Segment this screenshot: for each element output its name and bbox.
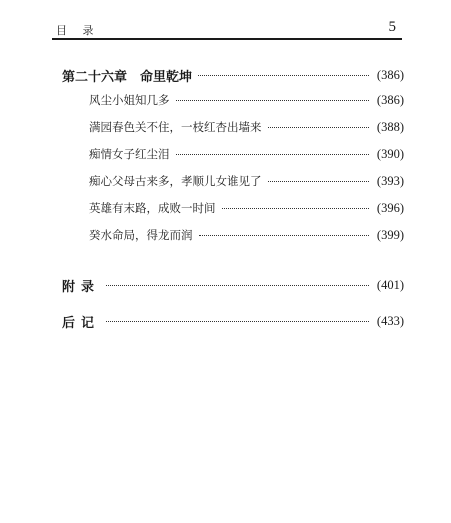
toc-section-title: 痴心父母古来多，孝顺儿女谁见了 (89, 174, 262, 188)
toc-section-title: 痴情女子红尘泪 (89, 147, 170, 161)
toc-afterword-page: (433) (376, 313, 404, 328)
toc-chapter-page: (386) (376, 67, 404, 82)
toc-section-entry (89, 226, 404, 244)
toc-leader-dots (268, 181, 369, 182)
toc-section-title: 英雄有末路，成败一时间 (89, 201, 216, 215)
toc-appendix-page: (401) (376, 277, 404, 292)
page-number: 5 (388, 19, 396, 35)
toc-section-page: (388) (376, 119, 404, 134)
toc-section-title: 满园春色关不住，一枝红杏出墙来 (89, 120, 262, 134)
toc-section-page: (390) (376, 146, 404, 161)
toc-section-entry (89, 91, 404, 109)
toc-section-page: (399) (376, 227, 404, 242)
toc-leader-dots (198, 75, 369, 76)
toc-section-entry (89, 199, 404, 217)
toc-afterword-entry (62, 312, 404, 330)
toc-leader-dots (176, 100, 369, 101)
toc-afterword-title: 后记 (62, 315, 101, 331)
toc-appendix-title: 附录 (62, 279, 101, 295)
running-header-title: 目 录 (56, 24, 100, 37)
toc-leader-dots (106, 321, 369, 322)
toc-section-entry (89, 118, 404, 136)
running-header (52, 19, 402, 38)
toc-appendix-entry (62, 276, 404, 294)
toc-section-title: 风尘小姐知几多 (89, 93, 170, 107)
toc-section-entry (89, 145, 404, 163)
toc-chapter-entry (62, 66, 404, 84)
toc-leader-dots (199, 235, 369, 236)
header-rule (52, 38, 402, 40)
toc-chapter-title: 第二十六章 命里乾坤 (62, 69, 193, 85)
toc-leader-dots (222, 208, 369, 209)
toc-section-page: (396) (376, 200, 404, 215)
toc-section-page: (386) (376, 92, 404, 107)
toc-section-entry (89, 172, 404, 190)
toc-section-page: (393) (376, 173, 404, 188)
toc-section-title: 癸水命局，得龙而润 (89, 228, 193, 242)
toc-leader-dots (106, 285, 369, 286)
toc-leader-dots (176, 154, 369, 155)
toc-leader-dots (268, 127, 369, 128)
